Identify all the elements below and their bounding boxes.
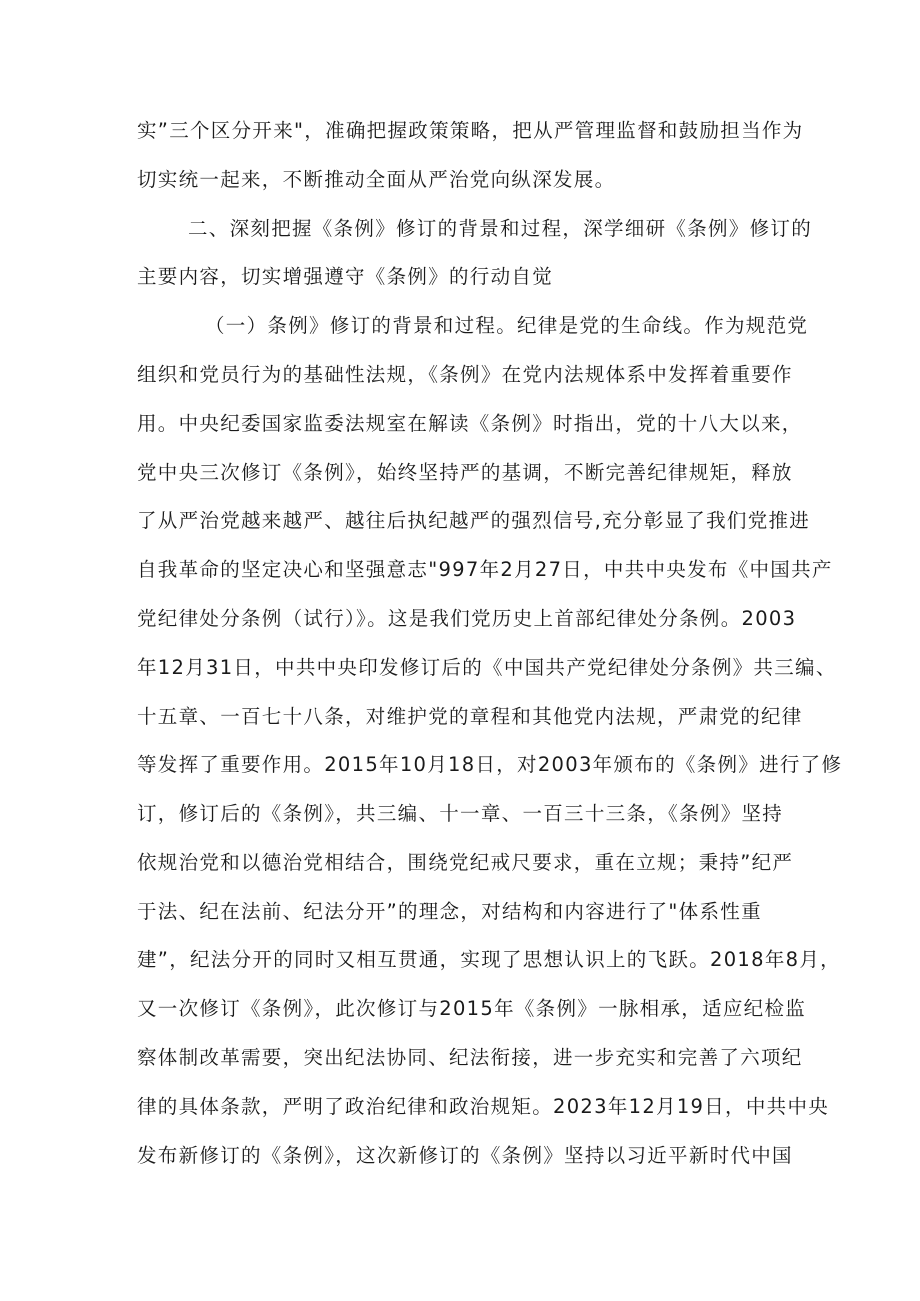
text-line: 实”三个区分开来"，准确把握政策策略，把从严管理监督和鼓励担当作为	[137, 119, 804, 142]
text-line: 依规治党和以德治党相结合，围绕党纪戒尺要求，重在立规；秉持”纪严	[137, 851, 794, 874]
text-line: 自我革命的坚定决心和坚强意志"997年2月27日，中共中央发布《中国共产	[137, 558, 833, 581]
text-line: 察体制改革需要，突出纪法协同、纪法衔接，进一步充实和完善了六项纪	[137, 1046, 803, 1069]
text-line: 了从严治党越来越严、越往后执纪越严的强烈信号,充分彰显了我们党推进	[137, 509, 811, 532]
text-line: 用。中央纪委国家监委法规室在解读《条例》时指出，党的十八大以来，	[137, 412, 803, 435]
text-line: 年12月31日，中共中央印发修订后的《中国共产党纪律处分条例》共三编、	[137, 656, 837, 679]
text-line: 发布新修订的《条例》，这次新修订的《条例》坚持以习近平新时代中国	[137, 1144, 793, 1167]
subsection-heading-line: （一）条例》修订的背景和过程。纪律是党的生命线。作为规范党	[205, 314, 809, 337]
text-line: 党中央三次修订《条例》，始终坚持严的基调，不断完善纪律规矩，释放	[137, 461, 793, 484]
section-heading-line: 主要内容，切实增强遵守《条例》的行动自觉	[137, 265, 554, 288]
text-line: 党纪律处分条例（试行）》。这是我们党历史上首部纪律处分条例。2003	[137, 607, 797, 630]
text-line: 订，修订后的《条例》，共三编、十一章、一百三十三条，《条例》坚持	[137, 802, 784, 825]
text-line: 于法、纪在法前、纪法分开”的理念，对结构和内容进行了"体系性重	[137, 900, 762, 923]
text-line: 十五章、一百七十八条，对维护党的章程和其他党内法规，严肃党的纪律	[137, 705, 803, 728]
text-line: 律的具体条款，严明了政治纪律和政治规矩。2023年12月19日，中共中央	[137, 1095, 830, 1118]
text-line: 等发挥了重要作用。2015年10月18日，对2003年颁布的《条例》进行了修	[137, 753, 843, 776]
text-line: 又一次修订《条例》，此次修订与2015年《条例》一脉相承，适应纪检监	[137, 997, 807, 1020]
text-line: 组织和党员行为的基础性法规，《条例》在党内法规体系中发挥着重要作	[137, 363, 793, 386]
text-line: 建”，纪法分开的同时又相互贯通，实现了思想认识上的飞跃。2018年8月，	[137, 948, 841, 971]
section-heading-line: 二、深刻把握《条例》修订的背景和过程，深学细研《条例》修订的	[188, 217, 813, 240]
text-line: 切实统一起来，不断推动全面从严治党向纵深发展。	[137, 168, 616, 191]
